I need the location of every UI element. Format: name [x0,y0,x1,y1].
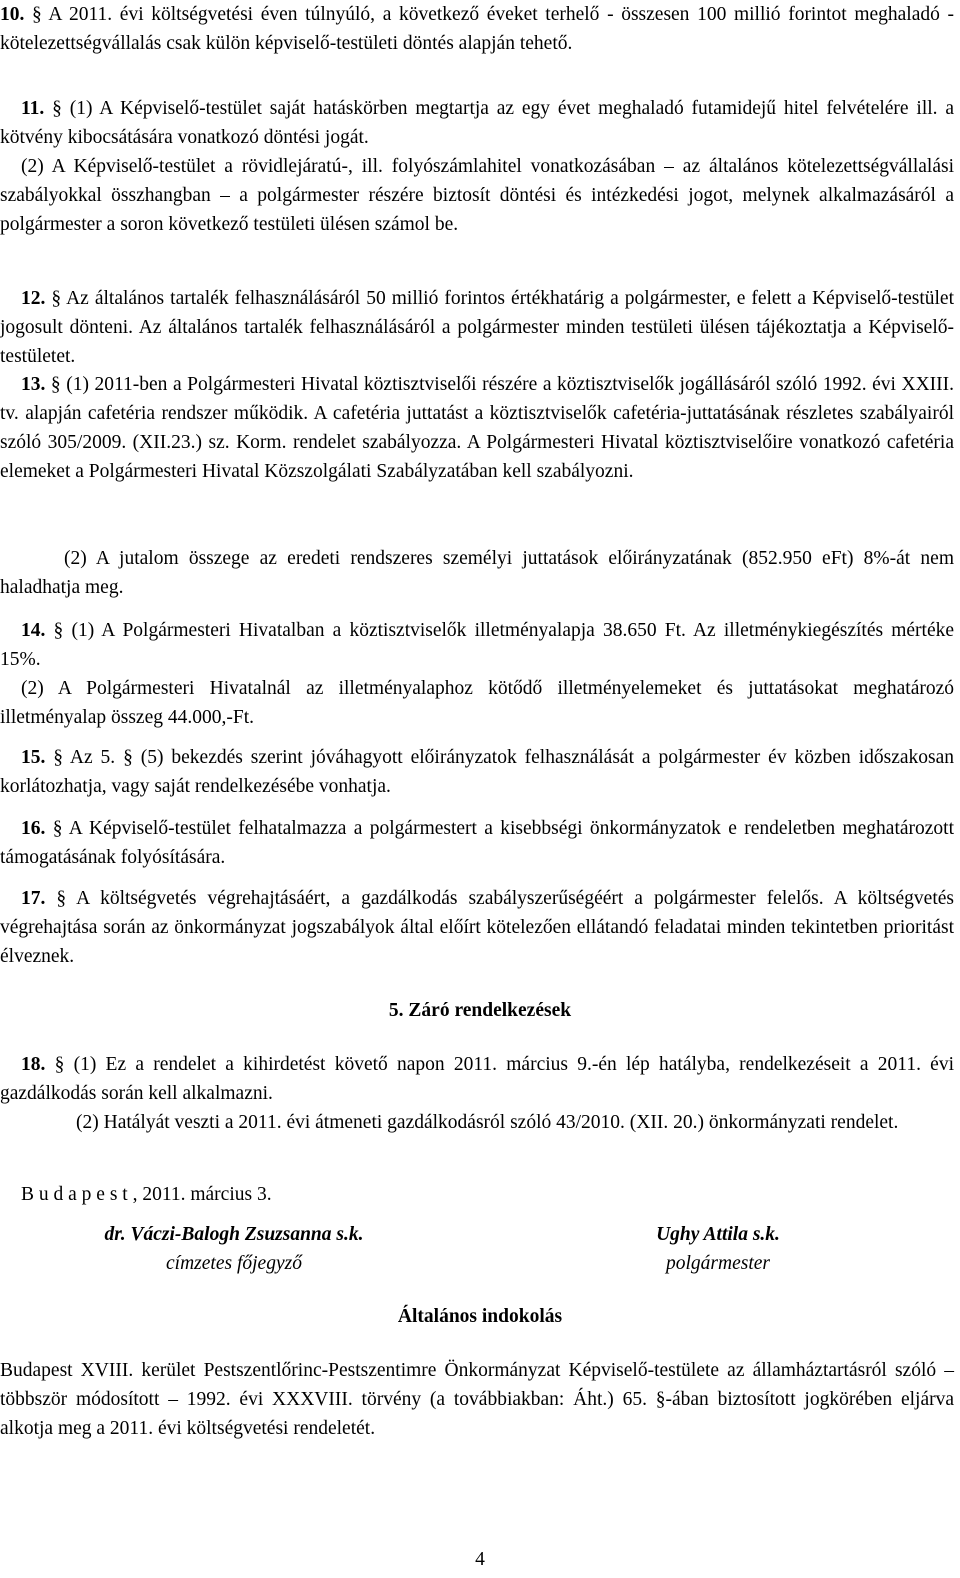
paragraph-number: 14. [21,620,46,641]
paragraph-13-1 [0,370,954,486]
paragraph-text: A 2011. évi költségvetési éven túlnyúló, a következő éveket terhelő - összesen 100 millió forintot meghaladó - kötelezettségvállalás csak külön képviselő-testületi döntés alapján tehető. [0,4,955,54]
paragraph-11-2 [0,152,954,239]
section-sign: § [50,374,67,395]
signature-left [55,1220,413,1278]
paragraph-text: (2) A Képviselő-testület a rövidlejáratú-, ill. folyószámlahitel vonatkozásában – az általános kötelezettségvállalási szabályokkal összhangban – a polgármester részére biztosít döntési és intézkedési jogot, melynek alkalmazásáról a polgármester a soron következő testületi ülésen számol be. [0,156,954,235]
paragraph-text: (2) Hatályát veszti a 2011. évi átmeneti gazdálkodásról szóló 43/2010. (XII. 20.) önkormányzati rendelet. [76,1112,899,1133]
paragraph-number: 12. [21,288,46,309]
signatory-name: dr. Váczi-Balogh Zsuzsanna s.k. [104,1224,364,1245]
section-sign: § [52,98,70,119]
paragraph-18-2 [0,1108,954,1137]
paragraph-11-1 [0,94,954,152]
section-sign: § [54,1054,74,1075]
paragraph-17 [0,884,954,971]
paragraph-number: 15. [21,747,46,768]
place-date: B u d a p e s t , 2011. március 3. [21,1184,272,1205]
paragraph-text: (1) 2011-ben a Polgármesteri Hivatal köztisztviselői részére a köztisztviselők jogállásáról szóló 1992. évi XXIII. tv. alapján cafetéria rendszer működik. A cafetéria juttatást a köztisztviselők cafetéria-juttatásának részletes szabályairól szóló 305/2009. (XII.23.) sz. Korm. rendelet szabályozza. A Polgármesteri Hivatal köztisztviselőire vonatkozó cafetéria elemeket a Polgármesteri Hivatal Közszolgálati Szabályzatában kell szabályozni. [0,374,955,482]
paragraph-text: (1) A Polgármesteri Hivatalban a köztisztviselők illetményalapja 38.650 Ft. Az illetménykiegészítés mértéke 15%. [0,620,955,670]
signatory-name: Ughy Attila s.k. [656,1224,780,1245]
section-heading: 5. Záró rendelkezések [388,1000,572,1021]
paragraph-number: 18. [21,1054,46,1075]
paragraph-number: 10. [0,4,25,25]
paragraph-number: 13. [21,374,46,395]
paragraph-number: 11. [21,98,45,119]
paragraph-13-2 [0,544,954,602]
signature-right [608,1220,828,1278]
paragraph-16 [0,814,954,872]
paragraph-text: (2) A jutalom összege az eredeti rendszeres személyi juttatások előirányzatának (852.950 eFt) 8%-át nem haladhatja meg. [0,548,954,598]
section-sign: § [32,4,49,25]
paragraph-18-1 [0,1050,954,1108]
section-sign: § [56,888,77,909]
paragraph-number: 16. [21,818,46,839]
paragraph-text: (1) Ez a rendelet a kihirdetést követő napon 2011. március 9.-én lép hatályba, rendelkezéseit a 2011. évi gazdálkodás során kell alkalmazni. [0,1054,955,1104]
page-number: 4 [475,1549,485,1570]
paragraph-text: Az általános tartalék felhasználásáról 50 millió forintos értékhatárig a polgármester, e felett a Képviselő-testület jogosult dönteni. Az általános tartalék felhasználásáról a polgármester minden testületi ülésen tájékoztatja a Képviselő-testületet. [0,288,954,367]
signatory-role: polgármester [666,1253,770,1274]
paragraph-text: (2) A Polgármesteri Hivatalnál az illetményalaphoz kötődő illetményelemeket és juttatásokat meghatározó illetményalap összeg 44.000,-Ft. [0,678,954,728]
general-justification-heading: Általános indokolás [397,1306,563,1327]
section-sign: § [53,620,72,641]
paragraph-text: A Képviselő-testület felhatalmazza a polgármestert a kisebbségi önkormányzatok e rendeletben meghatározott támogatásának folyósítására. [0,818,955,868]
section-sign: § [52,818,69,839]
paragraph-text: Az 5. § (5) bekezdés szerint jóváhagyott előirányzatok felhasználását a polgármester év közben időszakosan korlátozhatja, vagy saját rendelkezésébe vonhatja. [0,747,955,797]
section-sign: § [51,288,67,309]
paragraph-15 [0,743,954,801]
paragraph-text: A költségvetés végrehajtásáért, a gazdálkodás szabályszerűségéért a polgármester felelős. A költségvetés végrehajtása során az önkormányzat jogszabályok által előírt kötelezően ellátandó feladatai minden tekintetben prioritást élveznek. [0,888,954,967]
paragraph-text: (1) A Képviselő-testület saját hatáskörben megtartja az egy évet meghaladó futamidejű hitel felvételére ill. a kötvény kibocsátására vonatkozó döntési jogát. [0,98,955,148]
section-sign: § [53,747,70,768]
paragraph-14-1 [0,616,954,674]
paragraph-14-2 [0,674,954,732]
paragraph-12 [0,284,954,371]
general-justification-text: Budapest XVIII. kerület Pestszentlőrinc-Pestszentimre Önkormányzat Képviselő-testülete az államháztartásról szóló – többször módosított – 1992. évi XXXVIII. törvény (a továbbiakban: Áht.) 65. §-ában biztosított jogkörében eljárva alkotja meg a 2011. évi költségvetési rendeletét. [0,1360,954,1439]
signatory-role: címzetes főjegyző [166,1253,302,1274]
paragraph-number: 17. [21,888,46,909]
paragraph-10 [0,0,954,58]
